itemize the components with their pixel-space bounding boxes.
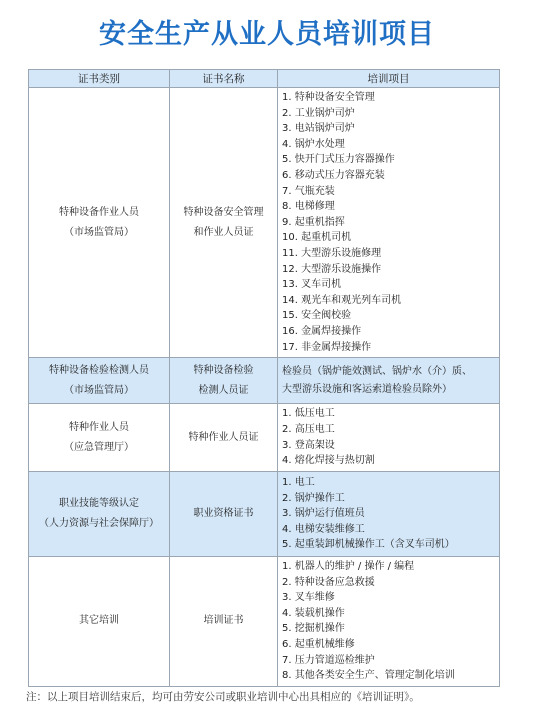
items-cell	[278, 472, 500, 557]
certificate-cell	[170, 557, 278, 687]
list-item: 6. 起重机械维修	[282, 639, 355, 651]
certificate-line: 特种作业人员证	[188, 431, 259, 443]
list-item: 14. 观光车和观光列车司机	[282, 294, 402, 306]
list-item: 2. 锅炉操作工	[282, 492, 345, 504]
category-name: 职业技能等级认定	[59, 498, 139, 510]
table-row	[29, 88, 500, 358]
category-cell	[29, 472, 170, 557]
category-authority: （市场监管局）	[64, 384, 134, 396]
category-name: 特种作业人员	[69, 421, 129, 433]
list-item: 16. 金属焊接操作	[282, 325, 362, 337]
category-cell	[29, 557, 170, 687]
list-item: 5. 起重装卸机械操作工（含叉车司机）	[282, 539, 455, 551]
list-item: 2. 高压电工	[282, 424, 335, 435]
list-item: 3. 锅炉运行值班员	[282, 508, 365, 520]
table-row	[29, 557, 500, 687]
certificate-line: 职业资格证书	[193, 508, 254, 520]
list-item: 13. 叉车司机	[282, 279, 342, 291]
list-item: 12. 大型游乐设施操作	[282, 263, 382, 275]
list-item: 6. 移动式压力容器充装	[282, 169, 385, 181]
list-item: 1. 机器人的维护 / 操作 / 编程	[282, 561, 415, 573]
list-item: 3. 登高架设	[282, 439, 335, 451]
header-items: 培训项目	[278, 70, 500, 88]
table-row	[29, 472, 500, 557]
certificate-cell	[170, 88, 278, 358]
table-header-row	[29, 70, 500, 88]
list-item: 4. 电梯安装维修工	[282, 523, 365, 535]
certificate-line: 特种设备安全管理	[183, 206, 264, 218]
list-item: 1. 电工	[282, 477, 315, 489]
list-item: 8. 其他各类安全生产、管理定制化培训	[282, 670, 455, 682]
items-cell	[278, 358, 500, 404]
certificate-cell	[170, 404, 278, 472]
certificate-line: 和作业人员证	[193, 226, 254, 238]
list-item: 1. 低压电工	[282, 408, 335, 420]
footnote: 注：以上项目培训结束后，均可由劳安公司或职业培训中心出具相应的《培训证明》。	[26, 691, 420, 703]
list-item: 5. 挖掘机操作	[282, 623, 345, 635]
items-cell	[278, 88, 500, 358]
category-cell	[29, 88, 170, 358]
header-category: 证书类别	[29, 70, 170, 88]
list-item: 检验员（锅炉能效测试、锅炉水（介）质、	[282, 365, 472, 377]
items-cell	[278, 404, 500, 472]
table-row	[29, 404, 500, 472]
list-item: 大型游乐设施和客运索道检验员除外）	[282, 383, 452, 395]
list-item: 2. 工业锅炉司炉	[282, 107, 355, 119]
certificate-cell	[170, 358, 278, 404]
header-certificate: 证书名称	[170, 70, 278, 88]
training-table	[28, 69, 500, 687]
category-authority: （人力资源与社会保障厅）	[39, 518, 159, 530]
list-item: 4. 装载机操作	[282, 607, 345, 619]
list-item: 5. 快开门式压力容器操作	[282, 154, 395, 166]
page-title: 安全生产从业人员培训项目	[99, 19, 435, 50]
list-item: 3. 叉车维修	[282, 592, 335, 604]
list-item: 11. 大型游乐设施修理	[282, 247, 382, 259]
list-item: 15. 安全阀校验	[282, 310, 352, 322]
list-item: 9. 起重机指挥	[282, 216, 345, 228]
items-cell	[278, 557, 500, 687]
category-cell	[29, 404, 170, 472]
list-item: 3. 电站锅炉司炉	[282, 123, 355, 135]
table-row	[29, 358, 500, 404]
list-item: 17. 非金属焊接操作	[282, 341, 372, 353]
category-name: 其它培训	[79, 615, 119, 627]
list-item: 10. 起重机司机	[282, 232, 352, 244]
category-authority: （应急管理厅）	[64, 441, 134, 453]
category-authority: （市场监管局）	[64, 226, 134, 238]
list-item: 7. 气瓶充装	[282, 185, 335, 197]
list-item: 4. 锅炉水处理	[282, 138, 345, 150]
category-name: 特种设备作业人员	[59, 206, 139, 218]
category-cell	[29, 358, 170, 404]
list-item: 1. 特种设备安全管理	[282, 92, 375, 103]
list-item: 4. 熔化焊接与热切割	[282, 455, 375, 467]
certificate-line: 特种设备检验	[193, 364, 254, 376]
certificate-cell	[170, 472, 278, 557]
certificate-line: 检测人员证	[198, 384, 249, 396]
list-item: 2. 特种设备应急救援	[282, 576, 375, 588]
list-item: 7. 压力管道巡检维护	[282, 654, 375, 666]
category-name: 特种设备检验检测人员	[49, 364, 149, 376]
list-item: 8. 电梯修理	[282, 201, 335, 213]
certificate-line: 培训证书	[203, 615, 244, 627]
